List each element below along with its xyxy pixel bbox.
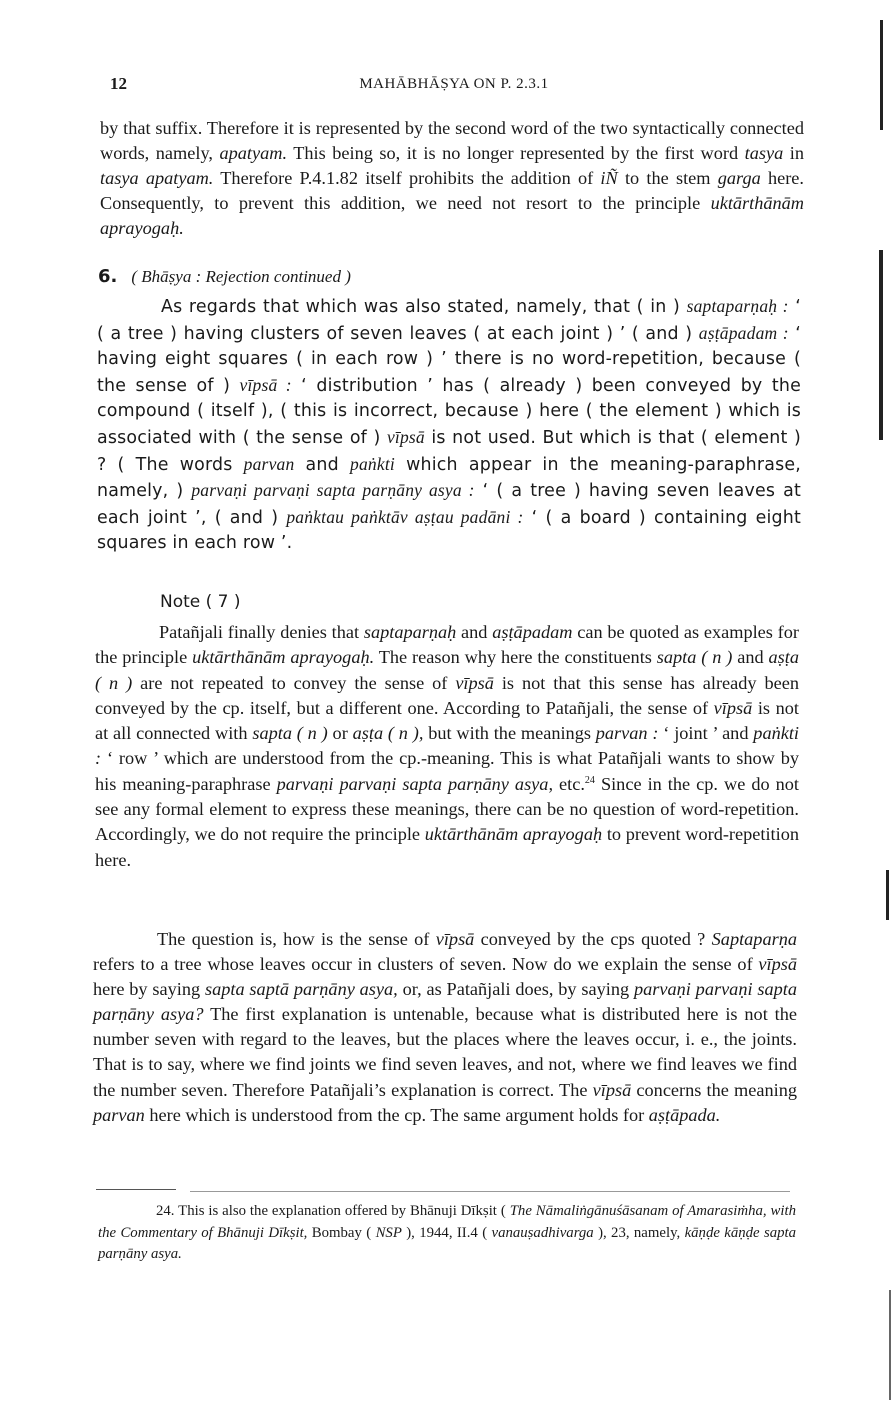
scan-edge-mark-middle	[879, 250, 883, 440]
page-header	[98, 74, 810, 100]
note-paragraph-1: Patañjali finally denies that saptaparṇaḥ and aṣṭāpadam can be quoted as examples for the principle uktārthānām aprayogaḥ. The reason why here the constituents sapta ( n ) and aṣṭa ( n ) are not repeated to convey the sense of vīpsā is not that this sense has already been conveyed by the cp. itself, but a different one. According to Patañjali, the sense of vīpsā is not at all connected with sapta ( n ) or aṣṭa ( n ), but with the meanings parvan : ‘ joint ’ and paṅkti : ‘ row ’ which are understood from the cp.-meaning. This is what Patañjali wants to show by his meaning-paraphrase parvaṇi parvaṇi sapta parṇāny asya, etc.$^{24}$ Since in the cp. we do not see any formal element to express these meanings, there can be no question of word-repetition. Accordingly, we do not require the principle uktārthānām aprayogaḥ to prevent word-repetition here.	[95, 622, 799, 870]
scan-edge-mark-lower	[886, 870, 889, 920]
scan-edge-mark-bottom	[889, 1290, 891, 1400]
running-head: MAHĀBHĀṢYA ON P. 2.3.1	[359, 76, 549, 92]
continued-paragraph: by that suffix. Therefore it is represented by the second word of the two syntactically connected words, namely, apatyam. This being so, it is no longer represented by the first word tasya in tasya apatyam. Therefore P.4.1.82 itself prohibits the addition of iÑ to the stem garga here. Consequently, to prevent this addition, we need not resort to the principle uktārthānām aprayogaḥ.	[100, 118, 804, 238]
page-number: 12	[110, 74, 127, 93]
footnote-24: 24. This is also the explanation offered by Bhānuji Dīkṣit ( The Nāmaliṅgānuśāsanam of Amarasiṁha, with the Commentary of Bhānuji Dīkṣit, Bombay ( NSP ), 1944, II.4 ( vanauṣadhivarga ), 23, namely, kāṇḍe kāṇḍe sapta parṇāny asya.	[98, 1203, 797, 1262]
footnote-divider	[96, 1189, 176, 1190]
bhasya-translation: As regards that which was also stated, namely, that ( in ) saptaparṇaḥ : ‘ ( a tree ) having clusters of seven leaves ( at each joint ) ’ ( and ) aṣṭāpadam : ‘ having eight squares ( in each row ) ’ there is no word-repetition, because ( the sense of ) vīpsā : ‘ distribution ’ has ( already ) been conveyed by the compound ( itself ), ( this is incorrect, because ) here ( the element ) which is associated with ( the sense of ) vīpsā is not used. But which is that ( element ) ? ( The words parvan and paṅkti which appear in the meaning-paraphrase, namely, ) parvaṇi parvaṇi sapta parṇāny asya : ‘ ( a tree ) having seven leaves at each joint ’, ( and ) paṅktau paṅktāv aṣṭau padāni : ‘ ( a board ) containing eight squares in each row ’.	[97, 296, 802, 554]
section-number: 6.	[98, 266, 118, 287]
section-heading	[98, 266, 351, 287]
scan-edge-mark-top	[880, 20, 883, 130]
note-label: Note ( 7 )	[160, 592, 241, 612]
note-paragraph-2: The question is, how is the sense of vīpsā conveyed by the cps quoted ? Saptaparṇa refers to a tree whose leaves occur in clusters of seven. Now do we explain the sense of vīpsā here by saying sapta saptā parṇāny asya, or, as Patañjali does, by saying parvaṇi parvaṇi sapta parṇāny asya? The first explanation is untenable, because what is distributed here is not the number seven with regard to the leaves, but the places where the leaves occur, i. e., the joints. That is to say, where we find joints we find seven leaves, and not, where we find leaves we find the number seven. Therefore Patañjali’s explanation is correct. The vīpsā concerns the meaning parvan here which is understood from the cp. The same argument holds for aṣṭāpada.	[93, 929, 798, 1125]
section-title: ( Bhāṣya : Rejection continued )	[131, 267, 351, 286]
footnote-reference: 24	[584, 774, 595, 786]
footnote-divider-faint	[190, 1191, 790, 1192]
